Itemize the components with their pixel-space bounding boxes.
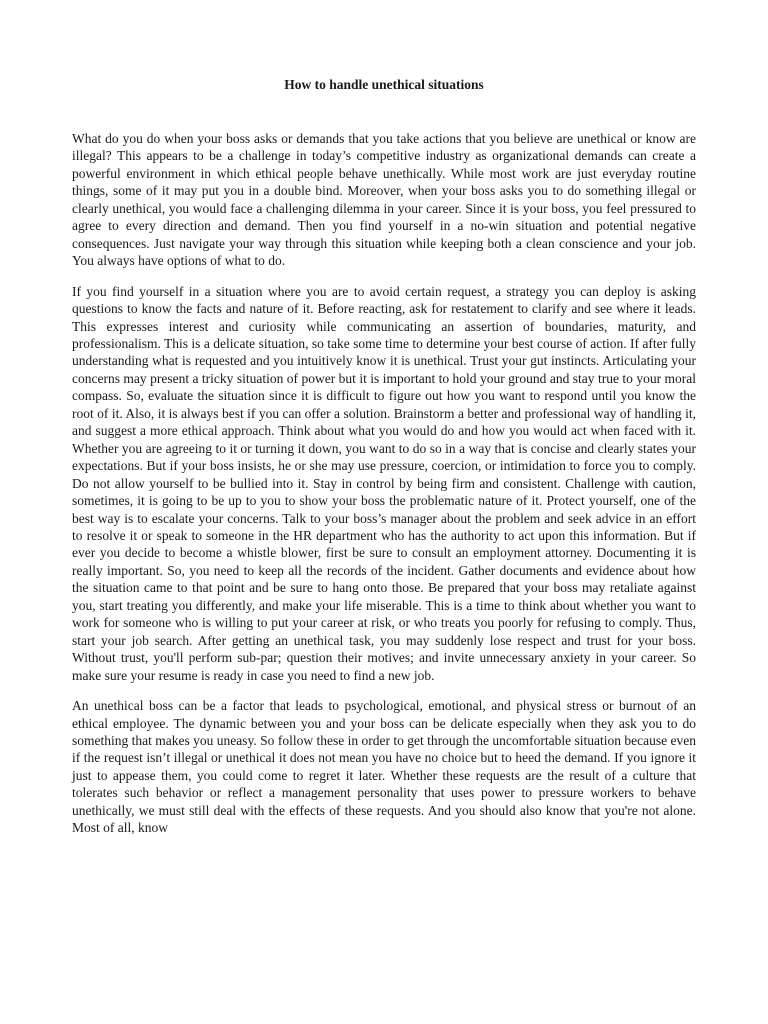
paragraph-strategy: If you find yourself in a situation where you are to avoid certain request, a strategy you can deploy is asking questions to know the facts and nature of it. Before reacting, ask for restatement to clarify and see where it leads. This expresses interest and curiosity while communicating an assertion of boundaries, maturity, and professionalism. This is a delicate situation, so take some time to determine your best course of action. If after fully understanding what is requested and you intuitively know it is unethical. Trust your gut instincts. Articulating your concerns may present a tricky situation of power but it is important to hold your ground and stay true to your moral compass. So, evaluate the situation since it is difficult to figure out how you want to respond until you know the root of it. Also, it is always best if you can offer a solution. Brainstorm a better and professional way of handling it, and suggest a more ethical approach. Think about what you would do and how you would act when faced with it. Whether you are agreeing to it or turning it down, you want to do so in a way that is concise and clearly states your expectations. But if your boss insists, he or she may use pressure, coercion, or intimidation to force you to comply. Do not allow yourself to be bullied into it. Stay in control by being firm and consistent. Challenge with caution, sometimes, it is going to be up to you to show your boss the problematic nature of it. Protect yourself, one of the best way is to escalate your concerns. Talk to your boss’s manager about the problem and seek advice in an effort to resolve it or speak to someone in the HR department who has the authority to act upon this information. But if ever you decide to become a whistle blower, first be sure to consult an employment attorney. Documenting it is really important. So, you need to keep all the records of the incident. Gather documents and evidence about how the situation came to that point and be sure to hang onto those. Be prepared that your boss may retaliate against you, start treating you differently, and make your life miserable. This is a time to think about whether you want to work for someone who is willing to put your career at risk, or who treats you poorly for refusing to comply. Thus, start your job search. After getting an unethical task, you may suddenly lose respect and trust for your boss. Without trust, you'll perform sub-par; question their motives; and invite unnecessary anxiety in your career. So make sure your resume is ready in case you need to find a new job. (72, 283, 696, 683)
paragraph-effects: An unethical boss can be a factor that leads to psychological, emotional, and physical stress or burnout of an ethical employee. The dynamic between you and your boss can be delicate especially when they ask you to do something that makes you uneasy. So follow these in order to get through the uncomfortable situation because even if the request isn’t illegal or unethical it does not mean you have no choice but to heed the demand. If you ignore it just to appease them, you could come to regret it later. Whether these requests are the result of a culture that tolerates such behavior or reflect a management personality that uses power to pressure workers to behave unethically, we must still deal with the effects of these requests. And you should also know that you're not alone. Most of all, know (72, 698, 696, 836)
document-body (72, 130, 696, 850)
paragraph-intro: What do you do when your boss asks or demands that you take actions that you believe are unethical or know are illegal? This appears to be a challenge in today’s competitive industry as organizational demands can create a powerful environment in which ethical people behave unethically. While most work are just everyday routine things, some of it may put you in a double bind. Moreover, when your boss asks you to do something illegal or clearly unethical, you would face a challenging dilemma in your career. Since it is your boss, you feel pressured to agree to every direction and demand. Then you find yourself in a no-win situation and potential negative consequences. Just navigate your way through this situation while keeping both a clean conscience and your job. You always have options of what to do. (72, 131, 696, 269)
document-title: How to handle unethical situations (284, 77, 484, 92)
